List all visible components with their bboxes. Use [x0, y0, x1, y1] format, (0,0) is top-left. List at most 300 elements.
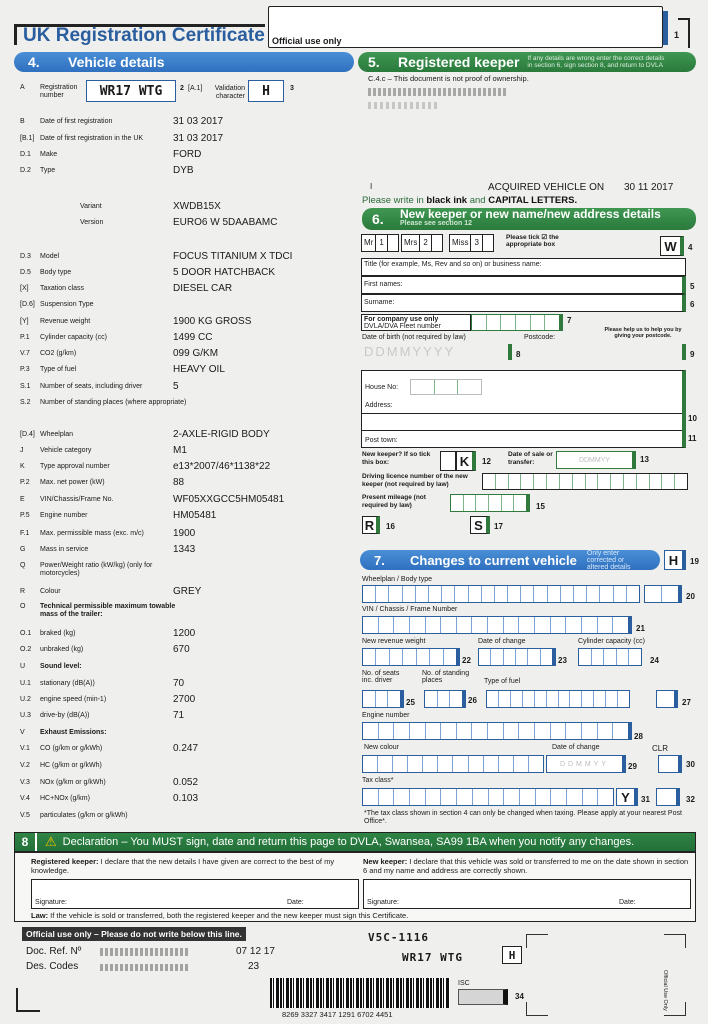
- section-number: 5.: [368, 54, 380, 70]
- house-no-label: House No:: [365, 384, 399, 391]
- postcode-input[interactable]: [530, 344, 680, 360]
- field-label: First names:: [364, 281, 403, 288]
- field-label: drive-by (dB(A)): [40, 712, 90, 719]
- field-row: [20, 729, 192, 737]
- field-label: Wheelplan: [40, 431, 74, 438]
- law-note: [31, 911, 408, 920]
- field-row: [20, 118, 192, 126]
- field-value: EURO6 W 5DAABAMC: [173, 217, 278, 228]
- seats-input[interactable]: [362, 690, 404, 708]
- field-label: Max. permissible mass (exc. m/c): [40, 530, 144, 537]
- field-value: 0.052: [173, 777, 199, 788]
- field-code: V.1: [20, 745, 30, 752]
- field-row: [20, 530, 192, 538]
- cylinder-input[interactable]: [578, 648, 642, 666]
- field-label: Registration number: [40, 84, 78, 99]
- field-label: Model: [40, 253, 60, 260]
- field-value: 1343: [173, 544, 196, 555]
- des-codes-value: [100, 964, 190, 971]
- acquired-prefix: I: [370, 182, 373, 191]
- field-row: [20, 383, 192, 391]
- section-title: Registered keeper: [398, 54, 520, 70]
- field-row: [20, 496, 192, 504]
- isc-box: [458, 989, 508, 1005]
- box-number-12: 12: [482, 457, 491, 466]
- field-value: 099 G/KM: [173, 348, 219, 359]
- document-title: UK Registration Certificate: [14, 24, 265, 45]
- title-option-mrs[interactable]: [401, 234, 443, 252]
- title-checkbox[interactable]: [388, 235, 398, 251]
- declaration-text: I declare that this vehicle was sold or transferred to me on the date shown in section 6 and my name and address are correctly shown.: [363, 857, 689, 875]
- box-number-17: 17: [494, 522, 503, 531]
- box-number-6: 6: [690, 300, 695, 309]
- field-code: F.1: [20, 530, 30, 537]
- box-number-5: 5: [690, 282, 695, 291]
- corner-mark: [16, 988, 40, 1012]
- field-value: 0.247: [173, 743, 199, 754]
- box-number-16: 16: [386, 522, 395, 531]
- field-row: [20, 366, 192, 374]
- field-row: [20, 603, 192, 619]
- field-label: Variant: [80, 203, 102, 210]
- post-town-label: Post town:: [365, 437, 398, 444]
- field-code: U: [20, 663, 26, 670]
- s-box: S: [470, 516, 490, 534]
- doc-date: 07 12 17: [236, 946, 275, 957]
- field-label: Type approval number: [40, 463, 110, 470]
- licence-label: Driving licence number of the new keeper (not required by law): [362, 473, 468, 488]
- signature-label: Signature:: [35, 899, 67, 906]
- field-code: S.2: [20, 399, 31, 406]
- field-label: Mass in service: [40, 546, 89, 553]
- field-row: [20, 712, 192, 720]
- field-label: CO2 (g/km): [40, 350, 77, 357]
- field-label: CO (g/km or g/kWh): [40, 745, 103, 752]
- k-box: K: [456, 451, 476, 471]
- box-number-2: 2: [180, 85, 184, 92]
- new-keeper-question: New keeper? If so tick this box:: [362, 451, 431, 466]
- field-value: 70: [173, 678, 185, 689]
- field-code: [X]: [20, 285, 29, 292]
- field-code: Q: [20, 562, 26, 569]
- declaration-block: [14, 852, 696, 922]
- registered-keeper-signature[interactable]: [31, 879, 359, 909]
- driving-licence-input[interactable]: [482, 473, 688, 490]
- field-label: Date of first registration: [40, 118, 113, 125]
- address-label: Address:: [365, 402, 393, 409]
- section-number: 7.: [374, 552, 385, 568]
- field-label: Title (for example, Ms, Rev and so on) or business name:: [364, 261, 542, 268]
- box-number-10: 10: [688, 414, 697, 423]
- tax-footnote: *The tax class shown in section 4 can only be changed when taxing. Please apply at your nearest Post Office*.: [364, 810, 682, 825]
- field-value: 2-AXLE-RIGID BODY: [173, 429, 270, 440]
- standing-label: No. of standing places: [422, 670, 470, 684]
- keeper-address-redacted: [368, 102, 438, 109]
- keeper-name-redacted: [368, 88, 508, 96]
- field-label: Sound level:: [40, 663, 82, 670]
- section-8-header: [14, 832, 696, 852]
- field-value: FOCUS TITANIUM X TDCI: [173, 251, 293, 262]
- field-label: Revenue weight: [40, 318, 91, 325]
- field-label: HC+NOx (g/km): [40, 795, 90, 802]
- instr-text: and: [467, 195, 489, 206]
- field-code: V.3: [20, 779, 30, 786]
- tax-class-label: Tax class*: [362, 777, 394, 784]
- section-note: If any details are wrong enter the correct details in section 6, sign section 8, and return to DVLA: [527, 55, 665, 69]
- box-marker: [663, 11, 668, 45]
- field-code: [Y]: [20, 318, 29, 325]
- field-value: 88: [173, 477, 185, 488]
- signature-label: Signature:: [367, 899, 399, 906]
- fleet-label-box: [361, 314, 471, 331]
- field-label: Surname:: [364, 299, 395, 306]
- new-keeper-declaration: [363, 857, 693, 875]
- field-value: 2700: [173, 694, 196, 705]
- field-marker: [508, 344, 512, 360]
- field-row: [20, 745, 192, 753]
- field-value: 1200: [173, 628, 196, 639]
- field-value: 31 03 2017: [173, 116, 224, 127]
- mileage-label: Present mileage (not required by law): [362, 494, 426, 509]
- field-row: [20, 269, 192, 277]
- field-row: [20, 135, 192, 143]
- box-number-21: 21: [636, 624, 645, 633]
- field-label: Vehicle category: [40, 447, 92, 454]
- field-row: [20, 630, 192, 638]
- section-4-header: [14, 52, 354, 72]
- section-subtitle: Please see section 12: [400, 220, 472, 227]
- title-number: 1: [376, 235, 387, 251]
- official-use-box: [268, 6, 663, 48]
- field-code: O.2: [20, 646, 32, 653]
- warning-icon: ⚠: [45, 834, 57, 849]
- address-input[interactable]: [362, 413, 682, 431]
- field-label: Technical permissible maximum towable mass of the trailer:: [40, 603, 176, 618]
- field-code: A: [20, 84, 25, 91]
- declaration-bold: Registered keeper:: [31, 857, 99, 866]
- house-no-input[interactable]: [410, 379, 482, 395]
- field-row: [20, 253, 192, 261]
- field-label: VIN/Chassis/Frame No.: [40, 496, 114, 503]
- field-code: [20, 203, 40, 211]
- field-value: DIESEL CAR: [173, 283, 233, 294]
- field-marker: [682, 344, 686, 360]
- field-label: Date of first registration in the UK: [40, 135, 144, 142]
- wheelplan-code-input[interactable]: [644, 585, 682, 603]
- declaration-text: I declare that the new details I have given are correct to the best of my knowledge.: [31, 857, 335, 875]
- date-change-input[interactable]: [478, 648, 556, 666]
- field-label: Exhaust Emissions:: [40, 729, 107, 736]
- postcode-label: Postcode:: [524, 334, 556, 341]
- box-number-3: 3: [290, 85, 294, 92]
- field-row: [20, 167, 192, 175]
- field-code: G: [20, 546, 26, 553]
- field-code: D.3: [20, 253, 31, 260]
- fleet-label: DVLA/DVA Fleet number: [364, 323, 441, 330]
- field-code: V: [20, 729, 25, 736]
- field-code: [B.1]: [20, 135, 35, 142]
- section-title: Vehicle details: [68, 54, 165, 70]
- section-title: New keeper or new name/new address details: [400, 207, 661, 221]
- official-use-label: Official use only: [272, 36, 342, 46]
- field-code: D.1: [20, 151, 31, 158]
- field-row: [20, 219, 192, 227]
- field-row: [20, 334, 192, 342]
- des-codes-label: Des. Codes: [26, 961, 79, 972]
- field-row: [20, 399, 192, 407]
- fuel-label: Type of fuel: [484, 678, 521, 685]
- fuel-code-input[interactable]: [656, 690, 678, 708]
- law-text: If the vehicle is sold or transferred, both the registered keeper and the new keeper must sign this Certificate.: [48, 911, 409, 920]
- box-number-22: 22: [462, 656, 471, 665]
- wheelplan-input[interactable]: [362, 585, 640, 603]
- barcode: [270, 978, 450, 1008]
- box-number-29: 29: [628, 762, 637, 771]
- field-row: [20, 350, 192, 358]
- tax-class-input[interactable]: [362, 788, 614, 806]
- box-number-7: 7: [567, 316, 572, 325]
- field-label: Number of seats, including driver: [40, 383, 143, 390]
- field-code: S.1: [20, 383, 31, 390]
- field-value: XWDB15X: [173, 201, 221, 212]
- field-value: HM05481: [173, 510, 217, 521]
- title-option-miss[interactable]: [449, 234, 494, 252]
- field-label: Number of standing places (where appropriate): [40, 399, 187, 406]
- box-number-25: 25: [406, 698, 415, 707]
- new-keeper-checkbox[interactable]: [440, 451, 456, 471]
- field-code: P.5: [20, 512, 30, 519]
- box-number-32: 32: [686, 795, 695, 804]
- field-code: B: [20, 118, 25, 125]
- field-row: [20, 318, 192, 326]
- box-number-8: 8: [516, 350, 521, 359]
- field-label: Colour: [40, 588, 61, 595]
- title-option-mr[interactable]: [361, 234, 399, 252]
- title-checkbox[interactable]: [483, 235, 493, 251]
- official-use-banner: Official use only – Please do not write below this line.: [22, 927, 246, 941]
- field-code: [D.6]: [20, 301, 35, 308]
- validation-character-box: H: [248, 80, 284, 102]
- date-label: Date:: [287, 899, 304, 906]
- field-row: [20, 795, 192, 803]
- field-value: HEAVY OIL: [173, 364, 225, 375]
- h-box: H: [664, 550, 686, 570]
- validation-code: [A.1]: [188, 85, 203, 92]
- field-value: M1: [173, 445, 187, 456]
- doc-ref-label: Doc. Ref. Nº: [26, 946, 82, 957]
- declaration-bold: New keeper:: [363, 857, 408, 866]
- postcode-help: Please help us to help you by giving your postcode.: [604, 327, 682, 339]
- seats-label: No. of seats inc. driver: [362, 670, 400, 684]
- field-label: stationary (dB(A)): [40, 680, 95, 687]
- field-row: [20, 151, 192, 159]
- fuel-input[interactable]: [486, 690, 630, 708]
- ownership-note: C.4.c – This document is not proof of ownership.: [368, 74, 529, 83]
- field-label: Make: [40, 151, 58, 158]
- field-code: P.3: [20, 366, 30, 373]
- instr-text: Please write in: [362, 195, 427, 206]
- field-row: [20, 696, 192, 704]
- field-value: 1900: [173, 528, 196, 539]
- title-number: 3: [471, 235, 482, 251]
- first-names-field[interactable]: [361, 276, 686, 294]
- field-value: 0.103: [173, 793, 199, 804]
- field-row: [20, 663, 192, 671]
- fleet-number-input[interactable]: [471, 314, 563, 331]
- acquired-label: ACQUIRED VEHICLE ON: [488, 182, 605, 193]
- field-code: P.1: [20, 334, 30, 341]
- field-row: [20, 546, 192, 554]
- validation-label: Validation character: [214, 85, 245, 100]
- colour-input[interactable]: [362, 755, 544, 773]
- tick-note: Please tick ☑ the appropriate box: [506, 234, 559, 248]
- section-title: Declaration – You MUST sign, date and return this page to DVLA, Swansea, SA99 1BA when you notify any changes.: [62, 836, 635, 848]
- field-row: [20, 762, 192, 770]
- field-value: 1499 CC: [173, 332, 213, 343]
- field-label: NOx (g/km or g/kWh): [40, 779, 106, 786]
- field-code: [20, 219, 40, 227]
- title-label: Mrs: [402, 235, 420, 251]
- corner-mark: [678, 18, 690, 48]
- box-number-30: 30: [686, 760, 695, 769]
- field-row: [20, 285, 192, 293]
- field-row: [20, 479, 192, 487]
- box-number-19: 19: [690, 557, 699, 566]
- field-value: 670: [173, 644, 190, 655]
- field-label: Max. net power (kW): [40, 479, 105, 486]
- field-code: D.5: [20, 269, 31, 276]
- law-bold: Law:: [31, 911, 49, 920]
- box-number-28: 28: [634, 732, 643, 741]
- date-change-2-input[interactable]: DDMMYY: [546, 755, 626, 773]
- field-code: D.2: [20, 167, 31, 174]
- official-use-vertical: Official Use Only: [662, 970, 668, 1011]
- date-sale-label: Date of sale or transfer:: [508, 451, 553, 466]
- field-code: J: [20, 447, 24, 454]
- field-label: engine speed (min-1): [40, 696, 107, 703]
- address-block: [361, 370, 686, 448]
- box-number-27: 27: [682, 698, 691, 707]
- field-code: V.2: [20, 762, 30, 769]
- revenue-weight-input[interactable]: [362, 648, 460, 666]
- field-row: [20, 562, 192, 578]
- form-code: V5C-1116: [368, 931, 429, 944]
- field-code: V.4: [20, 795, 30, 802]
- box-number-15: 15: [536, 502, 545, 511]
- date-sale-input[interactable]: DDMMYY: [556, 451, 636, 469]
- field-label: Power/Weight ratio (kW/kg) (only for motorcycles): [40, 562, 153, 577]
- surname-field[interactable]: [361, 294, 686, 312]
- footer-h-box: H: [502, 946, 522, 964]
- section-title: Changes to current vehicle: [410, 552, 577, 568]
- registration-number-box: WR17 WTG: [86, 80, 176, 102]
- revenue-weight-label: New revenue weight: [362, 638, 426, 645]
- field-value: 5: [173, 381, 179, 392]
- field-code: V.7: [20, 350, 30, 357]
- footer-registration: WR17 WTG: [402, 951, 463, 964]
- field-row: [20, 301, 192, 309]
- field-code: R: [20, 588, 26, 595]
- field-code: U.2: [20, 696, 31, 703]
- doc-ref-value: [100, 948, 190, 956]
- box-number-23: 23: [558, 656, 567, 665]
- registered-keeper-declaration: [31, 857, 361, 875]
- field-label: HC (g/km or g/kWh): [40, 762, 102, 769]
- cylinder-label: Cylinder capacity (cc): [578, 638, 645, 645]
- section-number: 6.: [372, 211, 384, 227]
- field-label: Cylinder capacity (cc): [40, 334, 107, 341]
- field-value: DYB: [173, 165, 194, 176]
- engine-input[interactable]: [362, 722, 632, 740]
- field-label: Version: [80, 219, 104, 226]
- date-change-label: Date of change: [478, 638, 526, 645]
- box-32-input[interactable]: [656, 788, 680, 806]
- standing-input[interactable]: [424, 690, 466, 708]
- field-label: particulates (g/km or g/kWh): [40, 812, 128, 819]
- field-code: P.2: [20, 479, 30, 486]
- box-number-11: 11: [688, 434, 697, 443]
- box-number-13: 13: [640, 455, 649, 464]
- section-7-header: [360, 550, 660, 570]
- vin-input[interactable]: [362, 616, 632, 634]
- title-name-field[interactable]: [361, 258, 686, 276]
- field-code: U.1: [20, 680, 31, 687]
- field-value: FORD: [173, 149, 202, 160]
- field-label: braked (kg): [40, 630, 76, 637]
- dob-label: Date of birth (not required by law): [362, 334, 466, 341]
- mileage-input[interactable]: [450, 494, 530, 512]
- field-code: V.5: [20, 812, 30, 819]
- field-row: [20, 203, 192, 211]
- field-code: U.3: [20, 712, 31, 719]
- field-code: O.1: [20, 630, 32, 637]
- box-number-20: 20: [686, 592, 695, 601]
- field-label: Suspension Type: [40, 301, 94, 308]
- title-label: Miss: [450, 235, 471, 251]
- engine-label: Engine number: [362, 712, 410, 719]
- field-row: [20, 588, 192, 596]
- field-value: 71: [173, 710, 185, 721]
- new-keeper-signature[interactable]: [363, 879, 691, 909]
- dob-input[interactable]: DDMMYYYY: [364, 344, 456, 359]
- title-label: Mr: [362, 235, 376, 251]
- field-label: Engine number: [40, 512, 88, 519]
- field-value: 31 03 2017: [173, 133, 224, 144]
- vin-label: VIN / Chassis / Frame Number: [362, 606, 458, 613]
- field-label: unbraked (kg): [40, 646, 84, 653]
- barcode-number: 8269 3327 3417 1291 6702 4451: [282, 1010, 393, 1019]
- isc-label: ISC: [458, 980, 470, 987]
- field-value: WF05XXGCC5HM05481: [173, 494, 285, 505]
- field-value: 1900 KG GROSS: [173, 316, 252, 327]
- box-number-9: 9: [690, 350, 695, 359]
- section-6-header: [362, 208, 696, 230]
- des-num: 23: [248, 961, 260, 972]
- instr-bold: black ink: [426, 195, 468, 206]
- title-checkbox[interactable]: [432, 235, 442, 251]
- field-row: [20, 680, 192, 688]
- box-number-4: 4: [688, 243, 693, 252]
- field-code: E: [20, 496, 25, 503]
- clr-input[interactable]: [658, 755, 682, 773]
- field-registration: [20, 84, 80, 100]
- box-number-24: 24: [650, 656, 659, 665]
- field-code: O: [20, 603, 26, 610]
- field-row: [20, 447, 192, 455]
- instr-bold: CAPITAL LETTERS.: [488, 195, 578, 206]
- title-number: 2: [420, 235, 431, 251]
- field-label: Body type: [40, 269, 72, 276]
